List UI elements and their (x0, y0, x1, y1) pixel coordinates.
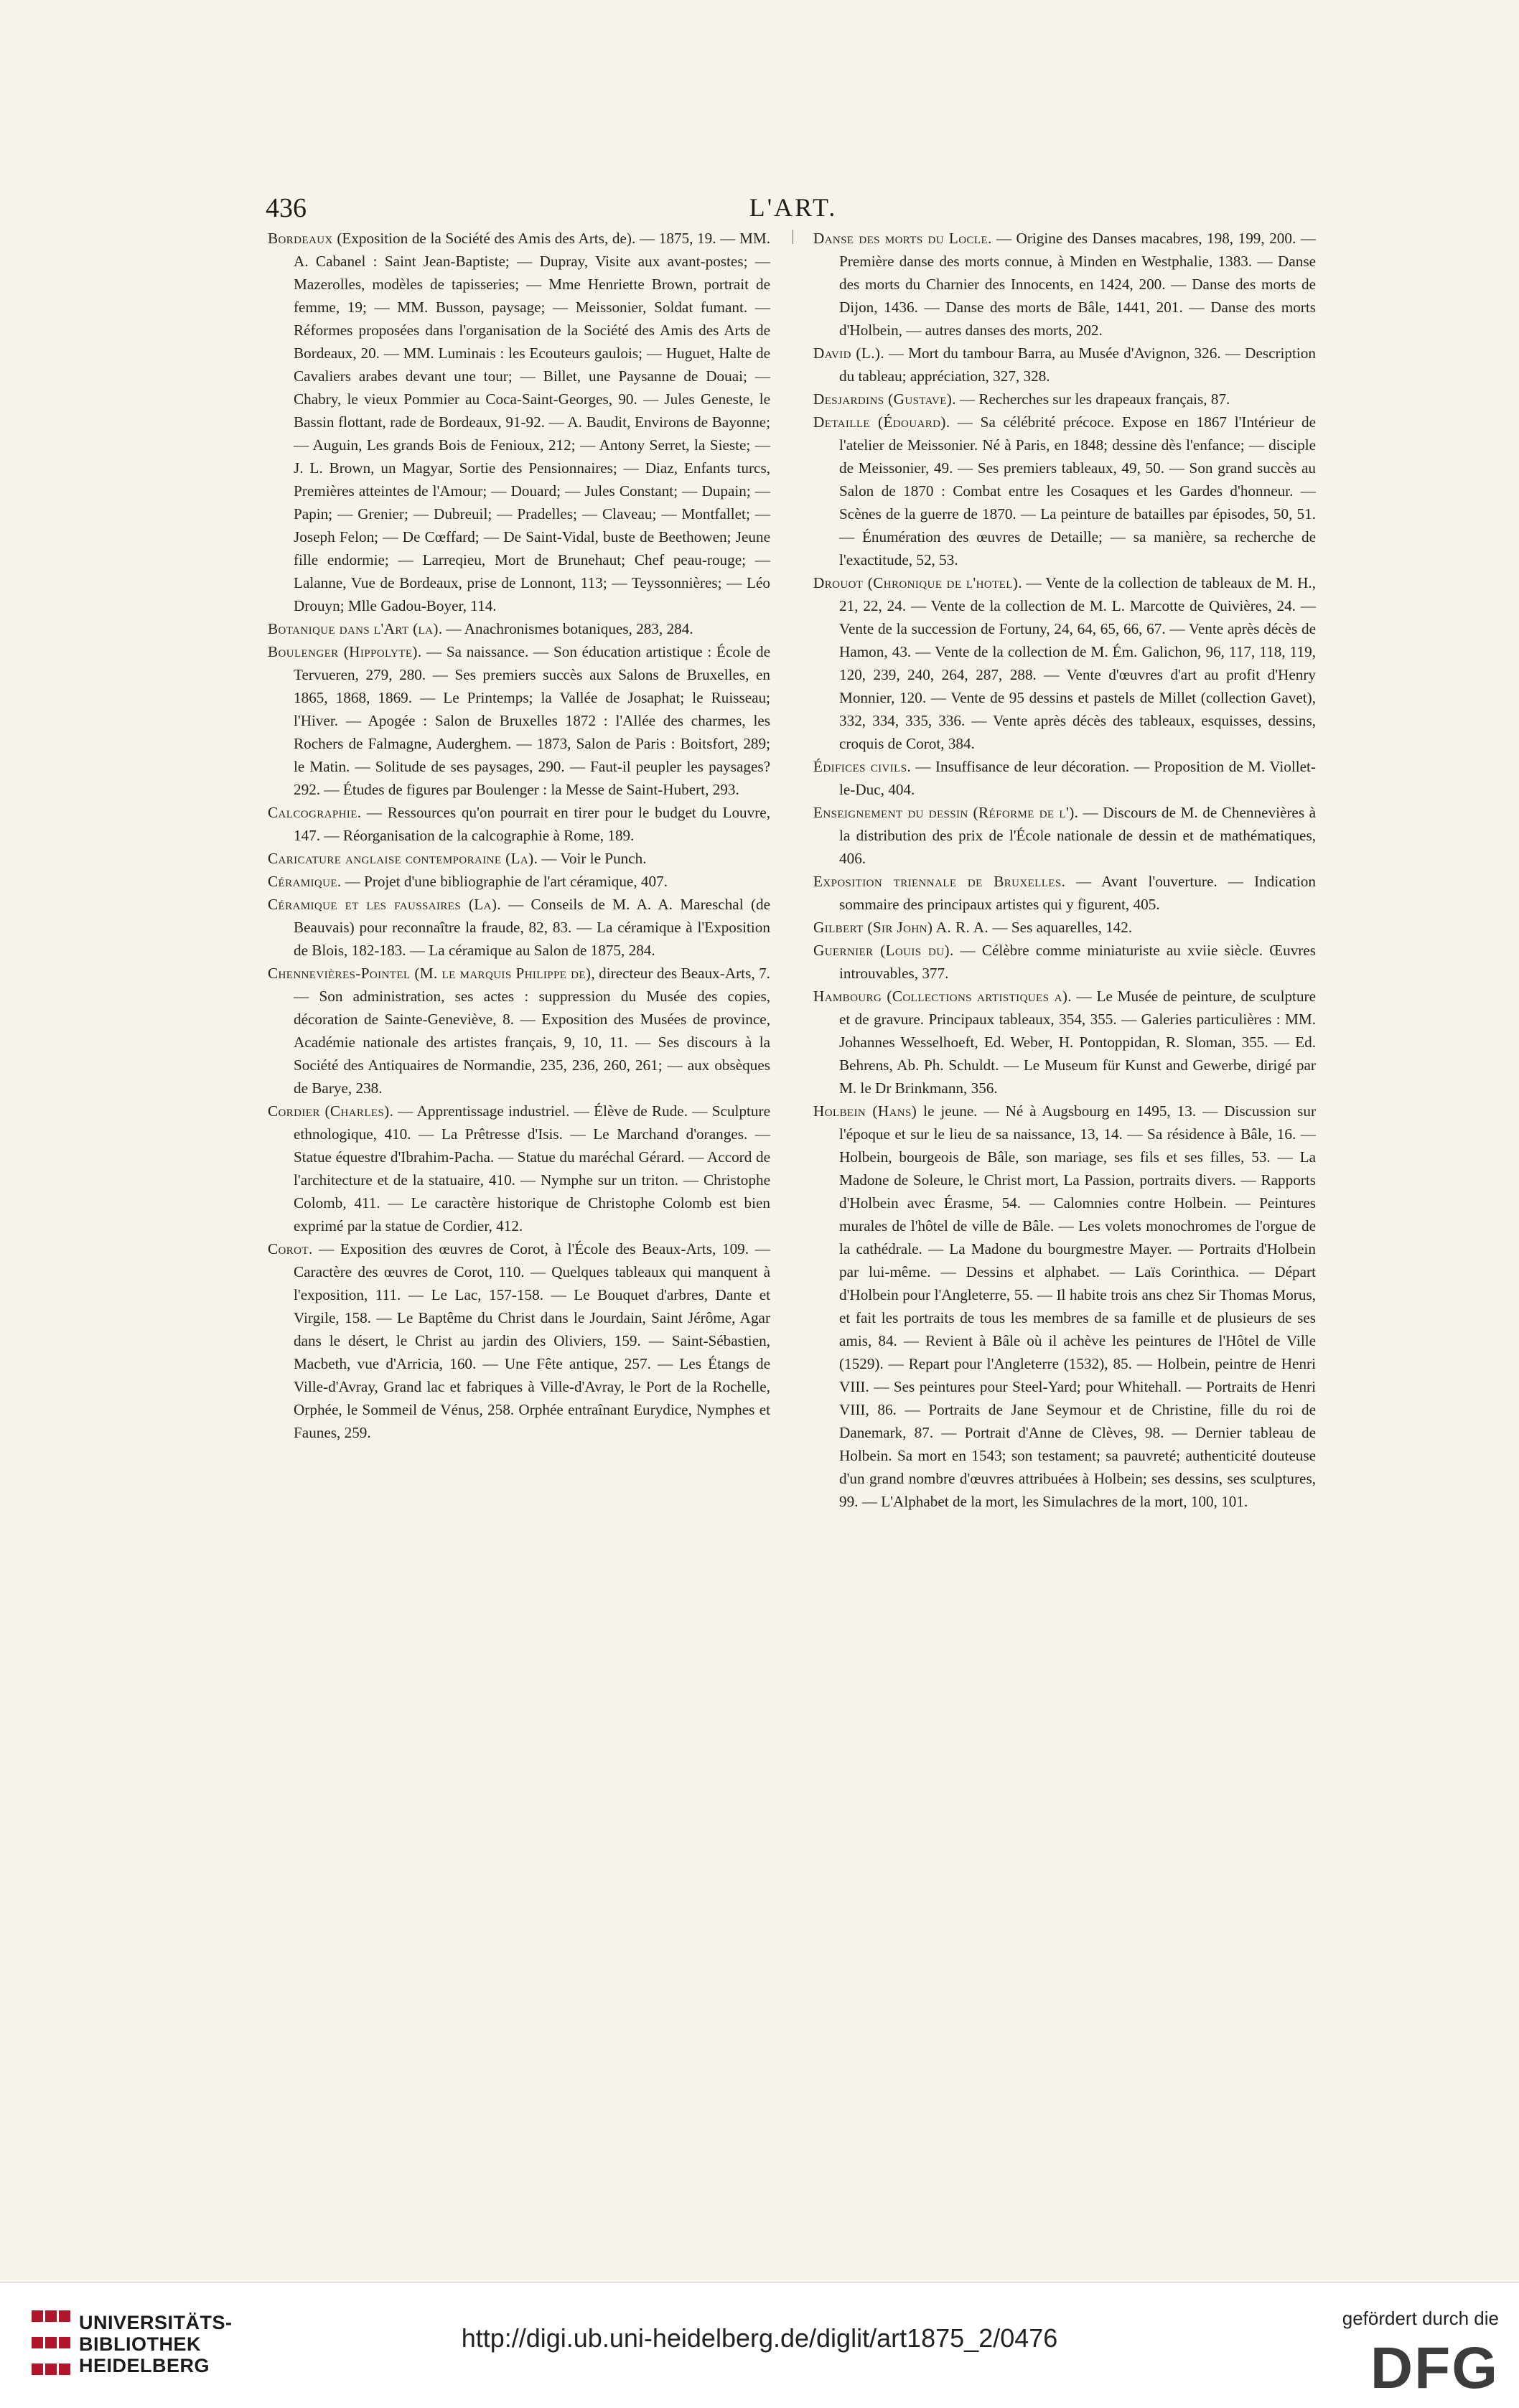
page-number: 436 (266, 193, 307, 223)
entry-heading: Calcographie (268, 804, 357, 821)
index-entry (813, 870, 1316, 916)
entry-text: . — Le Musée de peinture, de sculpture et de gravure. Principaux tableaux, 354, 355. — Galeries particulières : MM. Johannes Wesselhoeft, Ed. Weber, H. Pontoppidan, R. Sloman, 355. — Ed. Behrens, Ab. Ph. Schuldt. — Le Museum für Kunst and Gewerbe, dirigé par M. le Dr Brinkmann, 356. (839, 988, 1316, 1097)
index-entry (813, 755, 1316, 801)
index-entry (268, 962, 770, 1100)
entry-text: . — Vente de la collection de tableaux de M. H., 21, 22, 24. — Vente de la collection de M. L. Marcotte de Quivières, 24. — Vente de la succession de Fortuny, 24, 64, 65, 66, 67. — Vente après décès de Hamon, 43. — Vente de la collection de M. Ém. Galichon, 96, 117, 118, 119, 120, 239, 240, 264, 287, 288. — Vente d'œuvres d'art au profit d'Henry Monnier, 120. — Vente de 95 dessins et pastels de Millet (collection Gavet), 332, 334, 335, 336. — Vente après décès des tableaux, esquisses, dessins, croquis de Corot, 384. (839, 574, 1316, 752)
entry-text: . — Recherches sur les drapeaux français, 87. (952, 390, 1230, 408)
index-entry (813, 411, 1316, 571)
entry-heading: Corot (268, 1240, 309, 1257)
right-column (813, 227, 1316, 2136)
index-entry (268, 893, 770, 962)
index-entry (268, 1100, 770, 1237)
entry-text: . — Anachronismes botaniques, 283, 284. (438, 620, 693, 637)
entry-heading: Bordeaux (268, 230, 333, 247)
index-entry (268, 640, 770, 801)
entry-text: — Ses aquarelles, 142. (988, 919, 1133, 936)
entry-heading: Gilbert (Sir John) A. R. A. (813, 919, 989, 936)
entry-text: . — Apprentissage industriel. — Élève de Rude. — Sculpture ethnologique, 410. — La Prêtresse d'Isis. — Le Marchand d'oranges. — Statue équestre d'Ibrahim-Pacha. — Statue du maréchal Gérard. — Accord de l'architecture et de la statuaire, 410. — Nymphe sur un triton. — Christophe Colomb, 411. — Le caractère historique de Christophe Colomb est bien exprimé par la statue de Cordier, 412. (294, 1102, 770, 1235)
entry-text: . — Avant l'ouverture. — Indication sommaire des principaux artistes qui y figurent, 405. (839, 873, 1316, 913)
journal-title: L'ART. (749, 193, 838, 222)
entry-heading: Exposition triennale de Bruxelles (813, 873, 1062, 890)
index-entry (813, 342, 1316, 388)
entry-heading: Édifices civils (813, 758, 907, 775)
index-entry (268, 847, 770, 870)
entry-heading: Drouot (Chronique de l'hotel) (813, 574, 1019, 591)
entry-text: . — Exposition des œuvres de Corot, à l'École des Beaux-Arts, 109. — Caractère des œuvres de Corot, 110. — Quelques tableaux qui manquent à l'exposition, 111. — Le Lac, 157-158. — Le Bouquet d'arbres, Dante et Virgile, 158. — Le Baptême du Christ dans le Jourdain, Saint Jérôme, Agar dans le désert, le Christ au jardin des Oliviers, 159. — Saint-Sébastien, Macbeth, vue d'Arricia, 160. — Une Fête antique, 257. — Les Étangs de Ville-d'Avray, Grand lac et fabriques à Ville-d'Avray, le Port de la Rochelle, Orphée, le Sommeil de Vénus, 258. Orphée entraînant Eurydice, Nymphes et Faunes, 259. (294, 1240, 770, 1441)
index-entry (813, 801, 1316, 870)
entry-text: . — Discours de M. de Chennevières à la distribution des prix de l'École nationale de dessin et de mathématiques, 406. (839, 804, 1316, 867)
entry-heading: Desjardins (Gustave) (813, 390, 953, 408)
entry-text: . — Ressources qu'on pourrait en tirer pour le budget du Louvre, 147. — Réorganisation de la calcographie à Rome, 189. (294, 804, 770, 844)
entry-text: . — Sa célébrité précoce. Expose en 1867 l'Intérieur de l'atelier de Meissonier. Né à Paris, en 1848; dessine dès l'enfance; — disciple de Meissonier, 49. — Ses premiers tableaux, 49, 50. — Son grand succès au Salon de 1870 : Combat entre les Cosaques et les Gardes d'honneur. — Scènes de la guerre de 1870. — La peinture de batailles par épisodes, 50, 51. — Énumération des œuvres de Detaille; — sa manière, sa recherche de l'exactitude, 52, 53. (839, 413, 1316, 568)
entry-heading: Caricature anglaise contemporaine (La) (268, 850, 534, 867)
entry-heading: Céramique et les faussaires (La) (268, 896, 497, 913)
entry-heading: Danse des morts du Locle (813, 230, 988, 247)
entry-heading: Botanique dans l'Art (la) (268, 620, 439, 637)
index-entry (813, 571, 1316, 755)
entry-text: . — Mort du tambour Barra, au Musée d'Avignon, 326. — Description du tableau; appréciation, 327, 328. (839, 345, 1316, 385)
index-entry (268, 617, 770, 640)
entry-heading: Hambourg (Collections artistiques a) (813, 988, 1068, 1005)
institution-line: UNIVERSITÄTS- (79, 2312, 233, 2333)
entry-text: . — Insuffisance de leur décoration. — Proposition de M. Viollet-le-Duc, 404. (839, 758, 1316, 798)
entry-heading: Guernier (Louis du) (813, 942, 950, 959)
index-entry (268, 1237, 770, 1444)
index-entry (813, 227, 1316, 342)
entry-text: (Exposition de la Société des Amis des Arts, de). — 1875, 19. — MM. A. Cabanel : Saint Jean-Baptiste; — Dupray, Visite aux avant-postes; — Mazerolles, modèles de tapisseries; — Mme Henriette Brown, portrait de femme, 19; — MM. Busson, paysage; — Meissonier, Soldat fumant. — Réformes proposées dans l'organisation de la Société des Amis des Arts de Bordeaux, 20. — MM. Luminais : les Ecouteurs gaulois; — Huguet, Halte de Cavaliers arabes devant une tour; — Billet, une Paysanne de Douai; — Chabry, le vieux Pommier au Coca-Saint-Georges, 90. — Jules Geneste, le Bassin flottant, rade de Bordeaux, 91-92. — A. Baudit, Environs de Bayonne; — Auguin, Les grands Bois de Fenioux, 212; — Antony Serret, la Sieste; — J. L. Brown, un Magyar, Sortie des Pensionnaires; — Diaz, Enfants turcs, Premières atteintes de l'Amour; — Douard; — Jules Constant; — Dupain; — Papin; — Grenier; — Dubreuil; — Pradelles; — Claveau; — Montfallet; — Joseph Felon; — De Cœffard; — De Saint-Vidal, buste de Beethowen; Jeune fille endormie; — Larreqieu, Mort de Brunehaut; Chef peau-rouge; — Lalanne, Vue de Bordeaux, prise de Lonnont, 113; — Teyssonnières; — Léo Drouyn; Mlle Gadou-Boyer, 114. (294, 230, 770, 614)
left-column (268, 227, 770, 2136)
entry-heading: Céramique (268, 873, 337, 890)
entry-text: . — Origine des Danses macabres, 198, 199, 200. — Première danse des morts connue, à Minden en Westphalie, 1383. — Danse des morts du Charnier des Innocents, en 1424, 200. — Danse des morts de Dijon, 1436. — Danse des morts de Bâle, 1441, 201. — Danse des morts d'Holbein, — autres danses des morts, 202. (839, 230, 1316, 339)
entry-text: . — Voir le Punch. (533, 850, 647, 867)
entry-heading: Cordier (Charles) (268, 1102, 390, 1120)
index-entry (813, 985, 1316, 1100)
entry-text: . — Célèbre comme miniaturiste au xviie siècle. Œuvres introuvables, 377. (839, 942, 1316, 982)
entry-heading: Chennevières-Pointel (M. le marquis Philippe de) (268, 965, 592, 982)
entry-heading: Enseignement du dessin (Réforme de l') (813, 804, 1075, 821)
funding-text: gefördert durch die (1342, 2308, 1499, 2329)
index-entry (268, 870, 770, 893)
footer-bar (0, 2282, 1519, 2408)
entry-heading: Boulenger (Hippolyte) (268, 643, 418, 660)
entry-heading: Holbein (Hans) (813, 1102, 917, 1120)
permalink-url[interactable]: http://digi.ub.uni-heidelberg.de/diglit/art1875_2/0476 (461, 2323, 1058, 2353)
entry-heading: David (L.) (813, 345, 881, 362)
index-entry (813, 916, 1316, 939)
index-entry (813, 1100, 1316, 1513)
entry-text: le jeune. — Né à Augsbourg en 1495, 13. — Discussion sur l'époque et sur le lieu de sa naissance, 13, 14. — Sa résidence à Bâle, 16. — Holbein, bourgeois de Bâle, son mariage, ses fils et ses filles, 53. — La Madone de Soleure, le Christ mort, La Passion, portraits divers. — Rapports d'Holbein avec Érasme, 54. — Calomnies contre Holbein. — Peintures murales de l'hôtel de ville de Bâle. — Les volets monochromes de l'orgue de la cathédrale. — La Madone du bourgmestre Mayer. — Portraits d'Holbein par lui-même. — Dessins et alphabet. — Laïs Corinthica. — Départ d'Holbein pour l'Angleterre, 55. — Il habite trois ans chez Sir Thomas Morus, et fait les portraits de tous les membres de sa famille et de plusieurs de ses amis, 84. — Revient à Bâle où il achève les peintures de l'Hôtel de Ville (1529). — Repart pour l'Angleterre (1532), 85. — Holbein, peintre de Henri VIII. — Ses peintures pour Steel-Yard; pour Whitehall. — Portraits de Henri VIII, 86. — Portraits de Jane Seymour et de Christine, fille du roi de Danemark, 87. — Portrait d'Anne de Clèves, 98. — Dernier tableau de Holbein. Sa mort en 1543; son testament; sa pauvreté; authenticité douteuse d'un grand nombre d'œuvres attribuées à Holbein; ses dessins, ses sculptures, 99. — L'Alphabet de la mort, les Simulachres de la mort, 100, 101. (839, 1102, 1316, 1510)
entry-text: . — Conseils de M. A. A. Mareschal (de Beauvais) pour reconnaître la fraude, 82, 83. — La céramique à l'Exposition de Blois, 182-183. — La céramique au Salon de 1875, 284. (294, 896, 770, 959)
entry-heading: Detaille (Édouard) (813, 413, 946, 431)
institution-line: BIBLIOTHEK (79, 2333, 201, 2355)
dfg-logo: DFG (1370, 2336, 1499, 2401)
index-entry (813, 388, 1316, 411)
index-entry (268, 801, 770, 847)
entry-text: . — Sa naissance. — Son éducation artistique : École de Tervueren, 279, 280. — Ses premiers succès aux Salons de Bruxelles, en 1865, 1868, 1869. — Le Printemps; la Vallée de Josaphat; le Ruisseau; l'Hiver. — Apogée : Salon de Bruxelles 1872 : l'Allée des charmes, les Rochers de Falmagne, Auderghem. — 1873, Salon de Paris : Boitsfort, 289; le Matin. — Solitude de ses paysages, 290. — Faut-il peupler les paysages? 292. — Études de figures par Boulenger : la Messe de Saint-Hubert, 293. (294, 643, 770, 798)
index-entry (268, 227, 770, 617)
index-entry (813, 939, 1316, 985)
entry-text: , directeur des Beaux-Arts, 7. — Son administration, ses actes : suppression du Musée des copies, décoration de Sainte-Geneviève, 8. — Exposition des Musées de province, Académie nationale des artistes français, 9, 10, 11. — Ses discours à la Société des Antiquaires de Normandie, 235, 236, 260, 261; — aux obsèques de Barye, 238. (294, 965, 770, 1097)
entry-text: . — Projet d'une bibliographie de l'art céramique, 407. (337, 873, 668, 890)
institution-line: HEIDELBERG (79, 2355, 210, 2376)
